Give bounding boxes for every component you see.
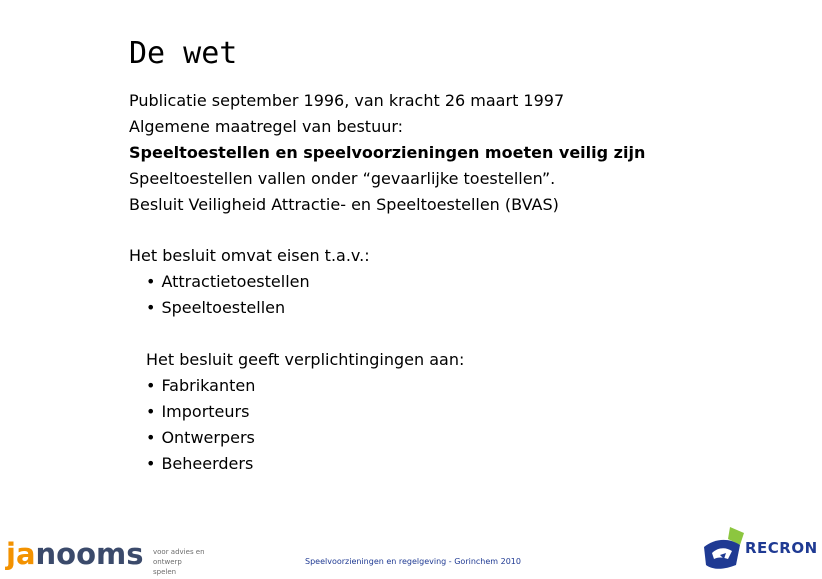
janooms-wordmark xyxy=(6,537,144,571)
recron-emblem-icon xyxy=(700,525,748,575)
list-item: • Attractietoestellen xyxy=(129,269,370,295)
janooms-logo xyxy=(6,535,206,575)
list-item: • Fabrikanten xyxy=(146,373,464,399)
requirements-block xyxy=(129,243,370,321)
slide-title: De wet xyxy=(129,36,238,71)
logo-part-ja: ja xyxy=(6,537,36,571)
intro-lines xyxy=(129,88,645,218)
list-item: • Speeltoestellen xyxy=(129,295,370,321)
list-item: • Ontwerpers xyxy=(146,425,464,451)
requirements-heading: Het besluit omvat eisen t.a.v.: xyxy=(129,246,370,265)
janooms-tagline xyxy=(153,547,206,577)
list-item: • Importeurs xyxy=(146,399,464,425)
line-bvas: Besluit Veiligheid Attractie- en Speeltoestellen (BVAS) xyxy=(129,195,559,214)
footer-caption: Speelvoorzieningen en regelgeving - Gorinchem 2010 xyxy=(305,557,521,566)
obligations-block xyxy=(146,347,464,477)
logo-part-nooms: nooms xyxy=(35,537,144,571)
line-amvb: Algemene maatregel van bestuur: xyxy=(129,117,404,136)
line-publication: Publicatie september 1996, van kracht 26 maart 1997 xyxy=(129,91,565,110)
obligations-heading: Het besluit geeft verplichtingingen aan: xyxy=(146,350,465,369)
line-dangerous: Speeltoestellen vallen onder “gevaarlijke toestellen”. xyxy=(129,169,556,188)
line-safety: Speeltoestellen en speelvoorzieningen moeten veilig zijn xyxy=(129,143,646,162)
recron-logo xyxy=(700,525,822,575)
tagline-line-1: voor advies en xyxy=(153,548,205,556)
list-item: • Beheerders xyxy=(146,451,464,477)
recron-wordmark: RECRON xyxy=(745,539,818,557)
tagline-line-2: ontwerp spelen xyxy=(153,558,182,576)
